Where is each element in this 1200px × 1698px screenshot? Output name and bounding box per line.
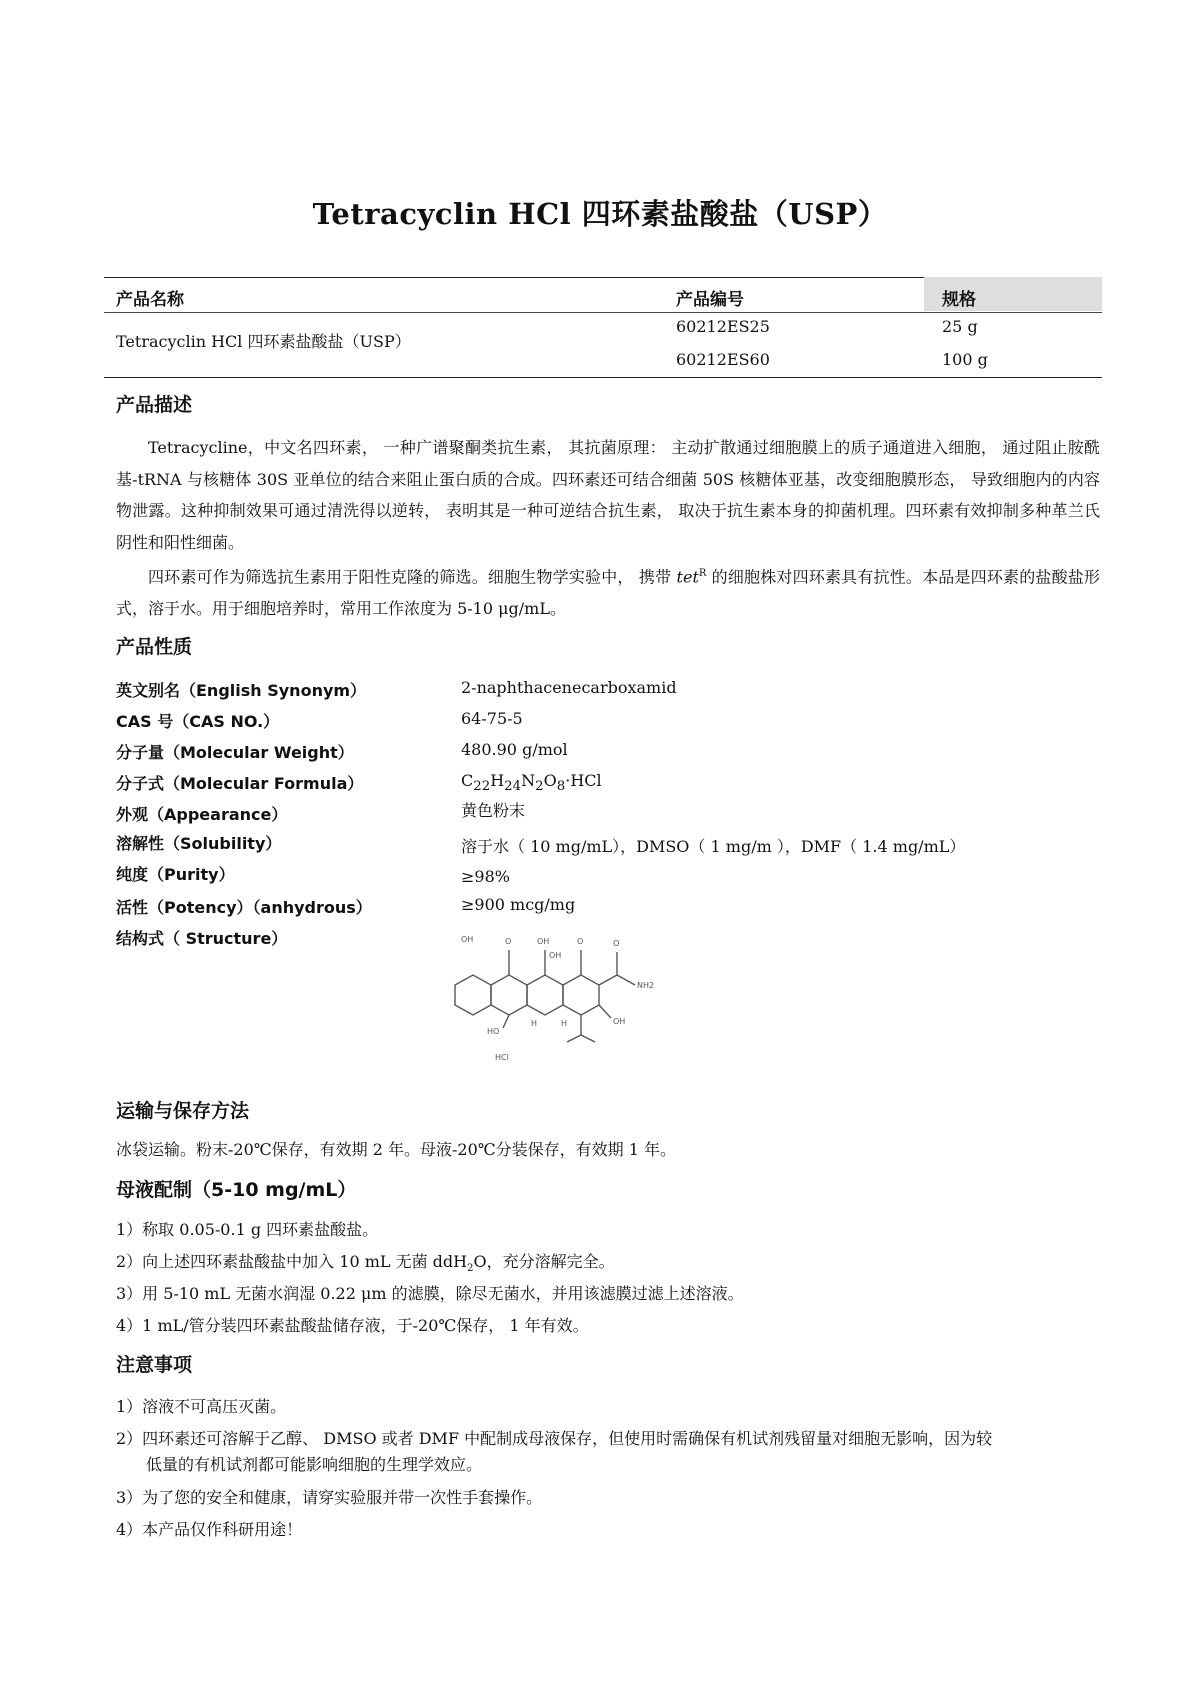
structure-label: OH	[613, 1017, 626, 1026]
section-heading-properties: 产品性质	[116, 636, 193, 658]
structure-image	[445, 930, 705, 1065]
section-heading-storage: 运输与保存方法	[116, 1100, 250, 1122]
description-paragraph-2: 四环素可作为筛选抗生素用于阳性克隆的筛选。细胞生物学实验中， 携带 tet$^R$ 的细胞株对四环素具有抗性。本品是四环素的盐酸盐形式，溶于水。用于细胞培养时，常用工作浓度为 5-10 μg/mL。	[116, 567, 1100, 618]
structure-label: OH	[537, 937, 550, 946]
property-row: 结构式（ Structure）	[116, 929, 288, 948]
stock-step: 3）用 5-10 mL 无菌水润湿 0.22 μm 的滤膜，除尽无菌水，并用该滤膜过滤上述溶液。	[116, 1284, 744, 1303]
section-heading-stock: 母液配制（5-10 mg/mL）	[116, 1179, 357, 1201]
table-bottom-rule	[104, 377, 1102, 378]
header-product-name: 产品名称	[116, 290, 184, 310]
structure-label: HCl	[495, 1053, 509, 1062]
property-row: 分子式（Molecular Formula） $C_{22}H_{24}N_2O_8\cdot HCl$	[116, 771, 602, 795]
stock-step: 1）称取 0.05-0.1 g 四环素盐酸盐。	[116, 1220, 379, 1239]
structure-label: NH2	[637, 981, 655, 990]
property-row: 外观（Appearance） 黄色粉末	[116, 801, 526, 824]
note-item: 2）四环素还可溶解于乙醇、 DMSO 或者 DMF 中配制成母液保存，但使用时需确保有机试剂残留量对细胞无影响，因为较 低量的有机试剂都可能影响细胞的生理学效应。	[116, 1429, 993, 1474]
product-table	[104, 277, 1102, 378]
structure-label: O	[505, 937, 512, 946]
stock-step: 4）1 mL/管分装四环素盐酸盐储存液，于-20℃保存， 1 年有效。	[116, 1316, 589, 1335]
molecular-formula: $C_{22}H_{24}N_2O_8\cdot HCl$	[461, 771, 602, 795]
description-paragraph-1: Tetracycline，中文名四环素， 一种广谱聚酮类抗生素， 其抗菌原理： 主动扩散通过细胞膜上的质子通道进入细胞， 通过阻止胺酰基-tRNA 与核糖体 30S 亚单位的结合来阻止蛋白质的合成。四环素还可结合细菌 50S 核糖体亚基，改变细胞膜形态， 导致细胞内的内容物泄露。这种抑制效果可通过清洗得以逆转， 表明其是一种可逆结合抗生素， 取决于抗生素本身的抑菌机理。四环素有效抑制多种革兰氏阴性和阳性细菌。	[116, 438, 1100, 552]
structure-label: O	[577, 937, 584, 946]
header-product-code: 产品编号	[676, 290, 744, 310]
note-item: 4）本产品仅作科研用途！	[116, 1520, 303, 1539]
note-item: 3）为了您的安全和健康，请穿实验服并带一次性手套操作。	[116, 1488, 543, 1507]
product-code-cell: 60212ES60	[676, 350, 770, 369]
storage-text: 冰袋运输。粉末-20℃保存，有效期 2 年。母液-20℃分装保存，有效期 1 年。	[116, 1140, 677, 1159]
property-row: 溶解性（Solubility） 溶于水（ 10 mg/mL），DMSO（ 1 mg/m ），DMF（ 1.4 mg/mL）	[116, 834, 966, 856]
structure-label: H	[531, 1019, 538, 1028]
property-row: 英文别名（English Synonym） 2-naphthacenecarboxamid	[116, 678, 677, 700]
stock-step: 2）向上述四环素盐酸盐中加入 10 mL 无菌 ddH$_2$O，充分溶解完全。	[116, 1252, 615, 1275]
structure-label: O	[613, 939, 620, 948]
product-spec-cell: 25 g	[942, 317, 978, 336]
structure-label: H	[561, 1019, 568, 1028]
product-name-cell: Tetracyclin HCl 四环素盐酸盐（USP）	[116, 332, 411, 351]
header-spec: 规格	[942, 290, 976, 310]
structure-label: OH	[549, 951, 562, 960]
section-heading-description: 产品描述	[116, 394, 193, 416]
product-code-cell: 60212ES25	[676, 317, 770, 336]
property-row: CAS 号（CAS NO.） 64-75-5	[116, 709, 523, 731]
description-text	[116, 432, 1100, 624]
section-heading-notes: 注意事项	[116, 1354, 193, 1376]
product-spec-cell: 100 g	[942, 350, 988, 369]
property-row: 分子量（Molecular Weight） 480.90 g/mol	[116, 740, 568, 762]
note-item: 1）溶液不可高压灭菌。	[116, 1397, 287, 1416]
structure-label: HO	[487, 1027, 500, 1036]
page-title: Tetracyclin HCl 四环素盐酸盐（USP）	[312, 197, 888, 231]
structure-label: OH	[461, 935, 474, 944]
property-row: 纯度（Purity） ≥98%	[116, 865, 510, 886]
property-row: 活性（Potency）（anhydrous） ≥900 mcg/mg	[116, 895, 576, 917]
